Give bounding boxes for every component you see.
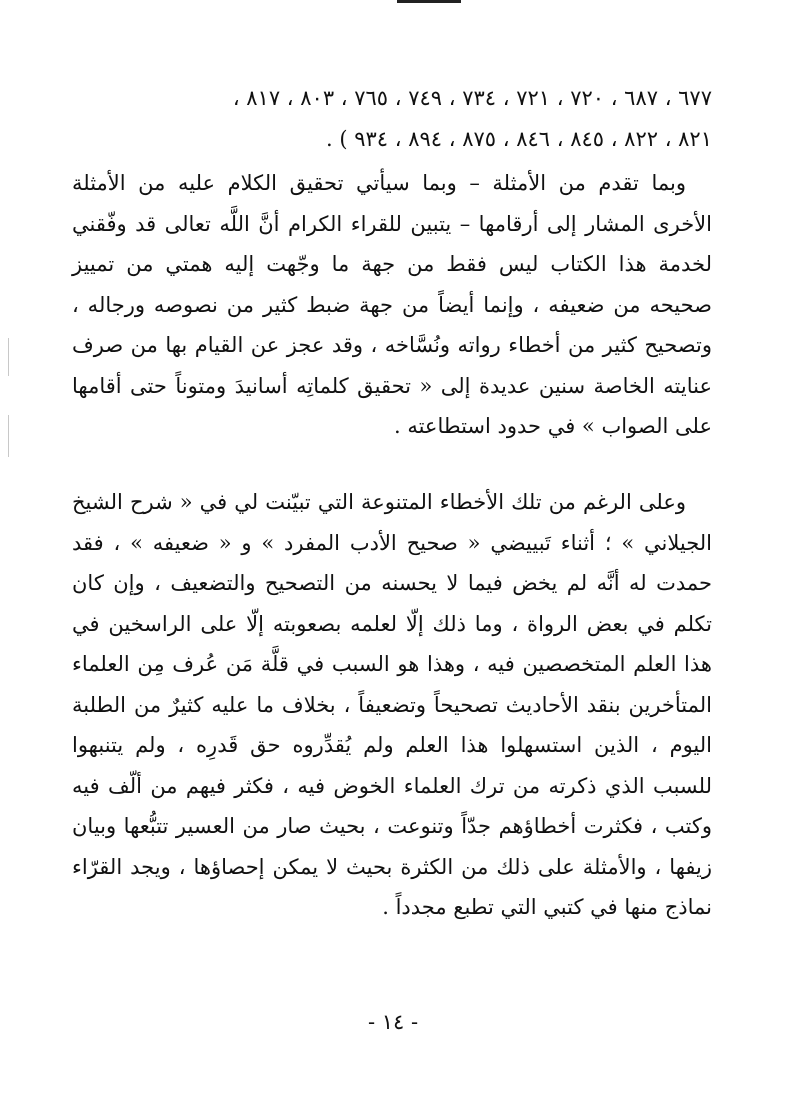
header-rule [397,0,461,3]
page-number: - ١٤ - [367,1010,419,1034]
margin-mark [8,415,9,457]
paragraph-2-text: وعلى الرغم من تلك الأخطاء المتنوعة التي تبيّنت لي في « شرح الشيخ الجيلاني » ؛ أثناء تَبييضي « صحيح الأدب المفرد » و « ضعيفه » ، فقد حمدت له أنَّه لم يخض فيما لا يحسنه من التصحيح والتضعيف ، وإن كان تكلم في بعض الرواة ، وما ذلك إلّا لعلمه بصعوبته إلّا على الراسخين في هذا العلم المتخصصين فيه ، وهذا هو السبب في قلَّة مَن عُرف مِن العلماء المتأخرين بنقد الأحاديث تصحيحاً وتضعيفاً ، بخلاف ما عليه كثيرٌ من الطلبة اليوم ، الذين استسهلوا هذا العلم ولم يُقدِّروه حق قَدرِه ، ولم يتنبهوا للسبب الذي ذكرته من ترك العلماء الخوض فيه ، فكثر فيهم من ألّف فيه وكتب ، فكثرت أخطاؤهم جدّاً وتنوعت ، بحيث صار من العسير تتبُّعها وبيان زيفها ، والأمثلة على ذلك من الكثرة بحيث لا يمكن إحصاؤها ، ويجد القرّاء نماذج منها في كتبي التي تطبع مجدداً . [72,490,712,919]
reference-line-2: ٨٢١ ، ٨٢٢ ، ٨٤٥ ، ٨٤٦ ، ٨٧٥ ، ٨٩٤ ، ٩٣٤ ) . [326,127,712,151]
margin-mark [8,338,9,376]
reference-numbers [72,78,712,160]
reference-line-1: ٦٧٧ ، ٦٨٧ ، ٧٢٠ ، ٧٢١ ، ٧٣٤ ، ٧٤٩ ، ٧٦٥ ، ٨٠٣ ، ٨١٧ ، [232,86,712,110]
paragraph-1-text: وبما تقدم من الأمثلة – وبما سيأتي تحقيق الكلام عليه من الأمثلة الأخرى المشار إلى أرقامها – يتبين للقراء الكرام أنَّ اللَّه تعالى قد وفّقني لخدمة هذا الكتاب ليس فقط من جهة ما وجّهت إليه همتي من تمييز صحيحه من ضعيفه ، وإنما أيضاً من جهة ضبط كثير من نصوصه ورجاله ، وتصحيح كثير من أخطاء رواته ونُسَّاخه ، وقد عجز عن القيام بها من صرف عنايته الخاصة سنين عديدة إلى « تحقيق كلماتِه أسانيدَ ومتوناً حتى أقامها على الصواب » في حدود استطاعته . [72,171,712,438]
paragraph-2 [72,482,712,928]
paragraph-1 [72,163,712,447]
